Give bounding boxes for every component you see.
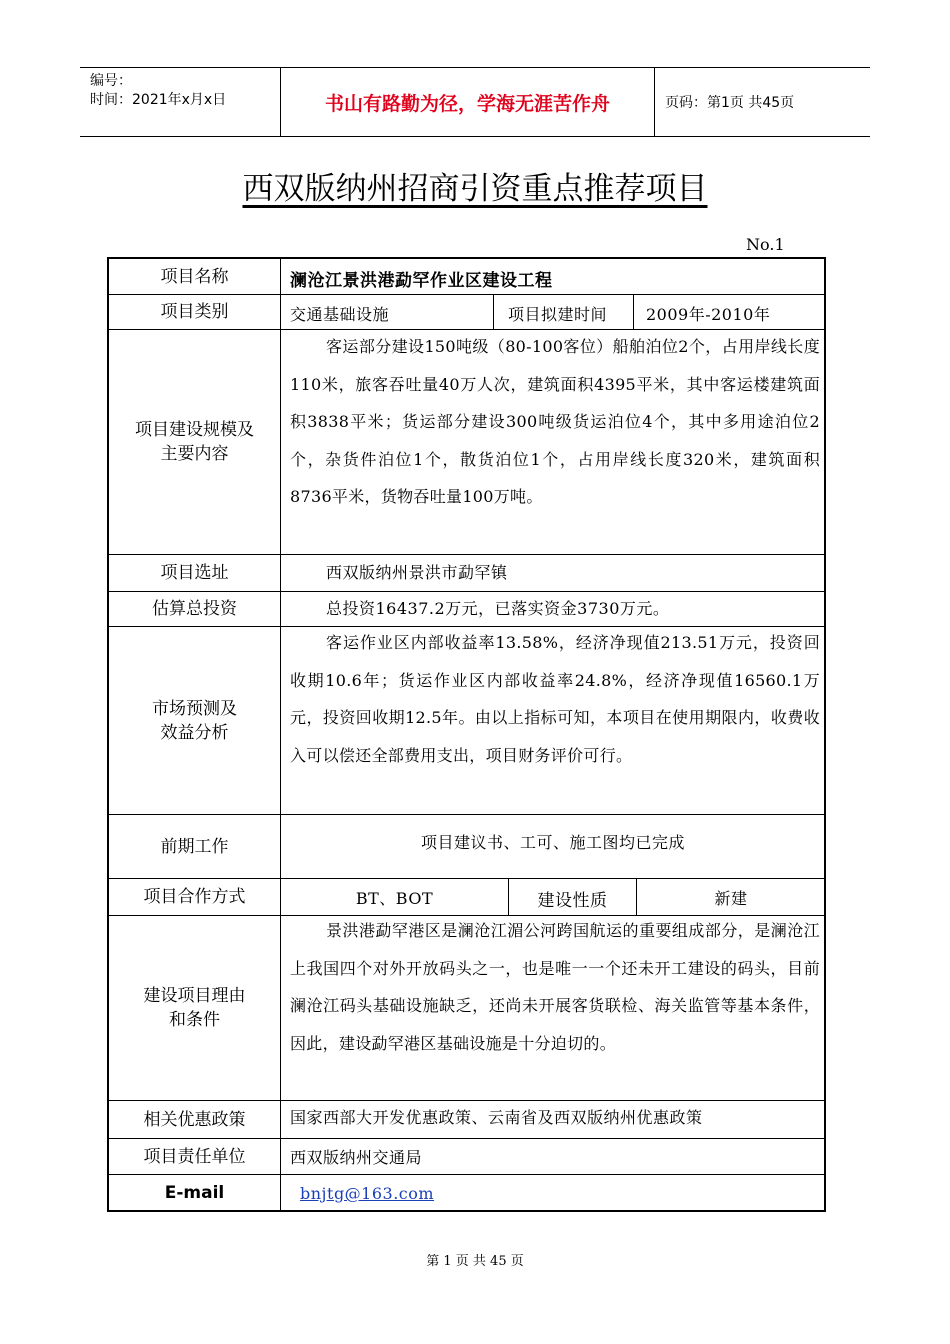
label-site: 项目选址 [160, 563, 229, 583]
label-project-category: 项目类别 [160, 302, 229, 322]
column-divider [493, 295, 494, 329]
column-divider [633, 295, 634, 329]
label-market-line2: 效益分析 [160, 722, 229, 743]
value-scale: 客运部分建设150吨级（80-100客位）船舶泊位2个，占用岸线长度110米，旅客吞吐量40万人次，建筑面积4395平米，其中客运楼建筑面积3838平米；货运部分建设300吨级货运泊位4个，其中多用途泊位2个，杂货件泊位1个，散货泊位1个，占用岸线长度320米，建筑面积8736平米，货物吞吐量100万吨。 [290, 337, 820, 506]
label-unit: 项目责任单位 [143, 1146, 246, 1167]
header-motto: 书山有路勤为径，学海无涯苦作舟 [280, 68, 655, 136]
value-cooperation: BT、BOT [355, 889, 434, 908]
value-reason: 景洪港勐罕港区是澜沧江湄公河跨国航运的重要组成部分，是澜沧江上我国四个对外开放码头之一，也是唯一一个还未开工建设的码头，目前澜沧江码头基础设施缺乏，还尚未开展客货联检、海关监管等基本条件，因此，建设勐罕港区基础设施是十分迫切的。 [290, 921, 820, 1053]
label-construction-time: 项目拟建时间 [508, 305, 608, 324]
document-number: No.1 [746, 235, 785, 254]
header-meta [90, 72, 226, 110]
value-project-category: 交通基础设施 [290, 305, 390, 324]
value-market: 客运作业区内部收益率13.58%，经济净现值213.51万元，投资回收期10.6年；货运作业区内部收益率24.8%，经济净现值16560.1万元，投资回收期12.5年。由以上指标可知，本项目在使用期限内，收费收入可以偿还全部费用支出，项目财务评价可行。 [290, 633, 820, 765]
value-prework: 项目建议书、工可、施工图均已完成 [420, 833, 685, 852]
date-label: 时间：2021年x月x日 [90, 92, 227, 108]
label-investment: 估算总投资 [152, 599, 237, 619]
document-title-text: 西双版纳州招商引资重点推荐项目 [242, 171, 708, 207]
value-build-nature: 新建 [714, 889, 748, 908]
value-site: 西双版纳州景洪市勐罕镇 [326, 563, 508, 582]
label-scale-line1: 项目建设规模及 [135, 420, 254, 440]
label-cooperation: 项目合作方式 [143, 887, 246, 907]
label-reason [109, 916, 280, 1100]
label-scale-line2: 主要内容 [160, 444, 229, 464]
label-policy: 相关优惠政策 [143, 1109, 246, 1130]
value-unit: 西双版纳州交通局 [290, 1148, 423, 1167]
value-investment: 总投资16437.2万元，已落实资金3730万元。 [326, 599, 670, 618]
header-page-info: 页码：第1页 共45页 [665, 95, 795, 111]
label-reason-line2: 和条件 [169, 1010, 220, 1030]
value-construction-time: 2009年-2010年 [646, 305, 771, 324]
value-project-name: 澜沧江景洪港勐罕作业区建设工程 [290, 271, 553, 291]
label-prework: 前期工作 [160, 836, 229, 857]
label-project-name: 项目名称 [160, 266, 229, 287]
label-reason-line1: 建设项目理由 [143, 986, 246, 1006]
value-policy: 国家西部大开发优惠政策、云南省及西双版纳州优惠政策 [290, 1108, 703, 1127]
page-header [80, 67, 870, 137]
column-divider [280, 258, 281, 1211]
email-link[interactable]: bnjtg@163.com [300, 1184, 435, 1203]
label-build-nature: 建设性质 [537, 891, 608, 911]
code-label: 编号： [90, 73, 132, 89]
page-footer: 第 1 页 共 45 页 [426, 1254, 524, 1269]
label-scale [109, 330, 280, 554]
label-market [109, 627, 280, 814]
document-title [0, 163, 950, 208]
label-email: E-mail [164, 1183, 225, 1203]
label-market-line1: 市场预测及 [152, 698, 237, 719]
